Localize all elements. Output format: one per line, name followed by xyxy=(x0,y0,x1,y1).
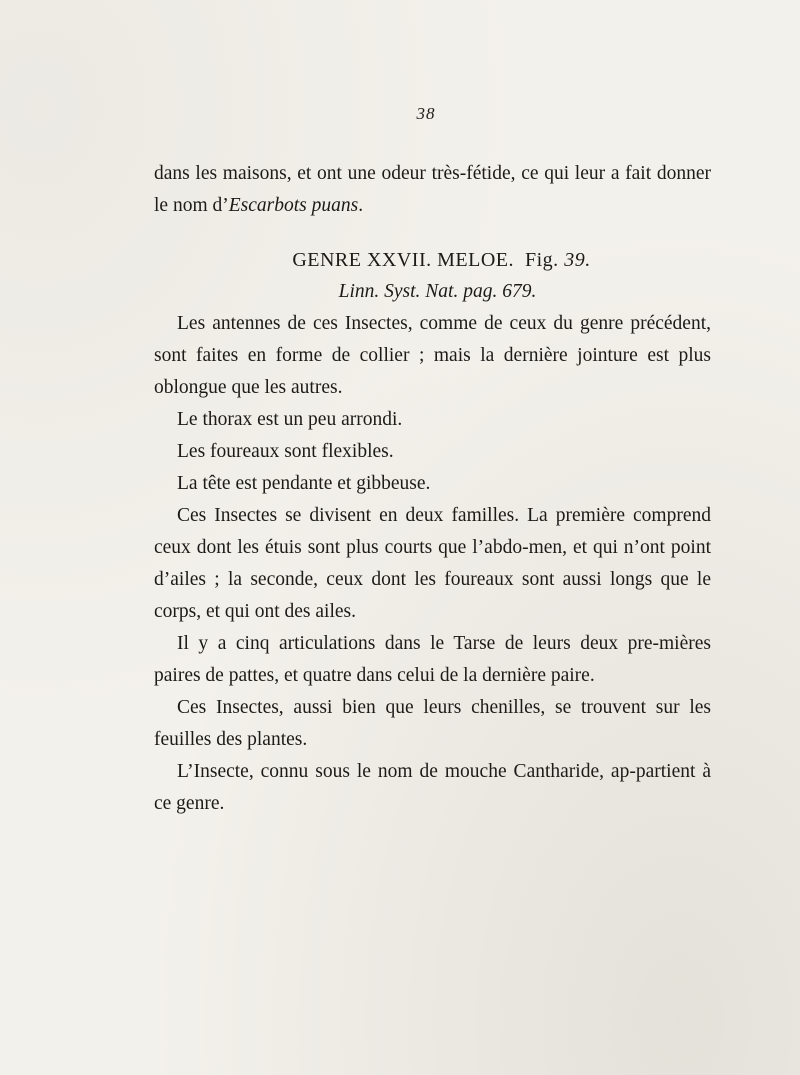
paragraph-foureaux: Les foureaux sont flexibles. xyxy=(177,441,394,462)
paragraph-tete: La tête est pendante et gibbeuse. xyxy=(177,473,431,494)
genus-title: GENRE XXVII. MELOE. xyxy=(292,249,514,271)
figure-number: 39. xyxy=(564,249,591,271)
paragraph-familles: Ces Insectes se divisent en deux familles. La première comprend ceux dont les étuis sont plus courts que l’abdo-men, et qui n’ont point d’ailes ; la seconde, ceux dont les foureaux sont aussi longs que le corps, et qui ont des ailes. xyxy=(154,505,711,622)
intro-text: dans les maisons, et ont une odeur très-fétide, ce qui leur a fait donner le nom d’ xyxy=(154,163,711,216)
genus-heading xyxy=(154,244,711,276)
intro-paragraph xyxy=(154,158,711,222)
figure-label: Fig. xyxy=(525,249,559,271)
intro-italic-name: Escarbots puans xyxy=(228,195,359,216)
paragraph-thorax: Le thorax est un peu arrondi. xyxy=(177,409,403,430)
linnaeus-reference: Linn. Syst. Nat. pag. 679. xyxy=(338,281,537,302)
paragraph-chenilles: Ces Insectes, aussi bien que leurs chenilles, se trouvent sur les feuilles des plantes. xyxy=(154,697,711,750)
paragraph-antennae: Les antennes de ces Insectes, comme de ceux du genre précédent, sont faites en forme de collier ; mais la dernière jointure est plus oblongue que les autres. xyxy=(154,313,711,398)
paragraph-tarse: Il y a cinq articulations dans le Tarse de leurs deux pre-mières paires de pattes, et quatre dans celui de la dernière paire. xyxy=(154,633,711,686)
page-number: 38 xyxy=(416,104,436,123)
paragraph-cantharide: L’Insecte, connu sous le nom de mouche Cantharide, ap-partient à ce genre. xyxy=(154,761,711,814)
intro-end: . xyxy=(358,195,364,216)
body-text xyxy=(154,158,711,820)
